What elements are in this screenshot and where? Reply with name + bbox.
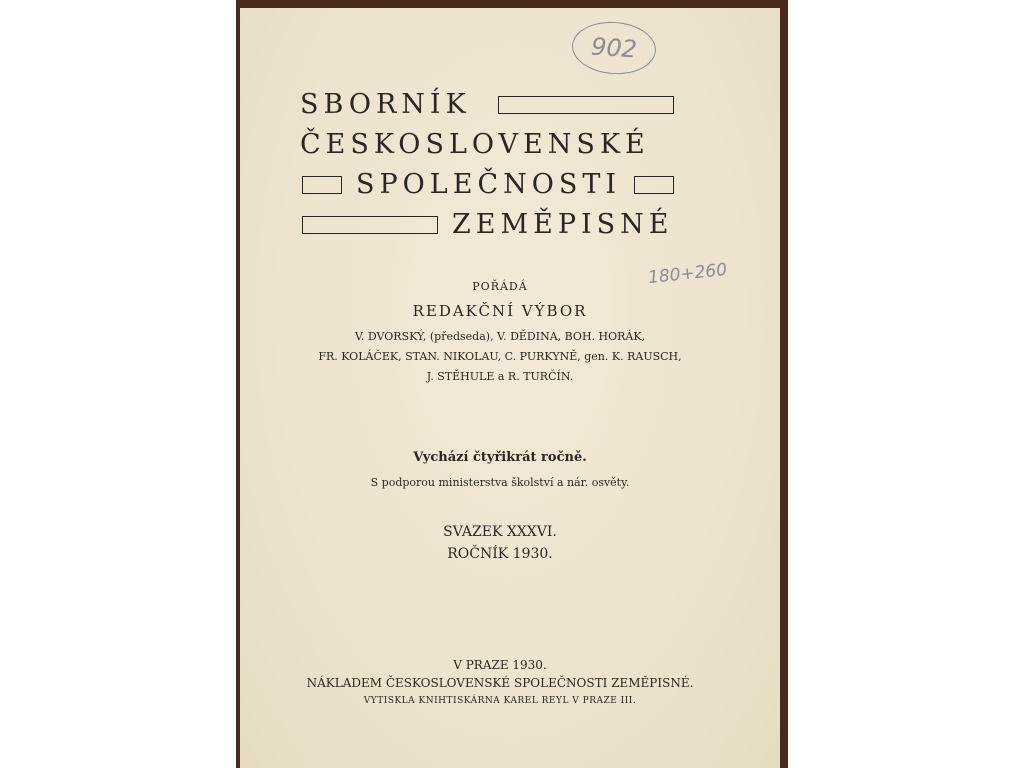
pencil-note: 180+260 — [647, 259, 728, 289]
decorative-box — [302, 216, 438, 234]
title-line-4: ZEMĚPISNÉ — [452, 209, 674, 240]
volume-year: ROČNÍK 1930. — [447, 546, 553, 562]
editors-intro: POŘÁDÁ — [472, 280, 528, 293]
publication-frequency: Vychází čtyřikrát ročně. — [413, 450, 587, 465]
decorative-box — [634, 176, 674, 194]
imprint-printer: VYTISKLA KNIHTISKÁRNA KAREL REYL V PRAZE III. — [363, 696, 637, 706]
editors-names-2: FR. KOLÁČEK, STAN. NIKOLAU, C. PURKYNĚ, gen. K. RAUSCH, — [318, 350, 682, 363]
publication-support: S podporou ministerstva školství a nár. osvěty. — [370, 476, 630, 489]
volume-number: SVAZEK XXXVI. — [443, 524, 557, 540]
decorative-box — [498, 96, 674, 114]
editorial-board: REDAKČNÍ VÝBOR — [412, 302, 588, 320]
decorative-box — [302, 176, 342, 194]
imprint-place: V PRAZE 1930. — [453, 658, 547, 672]
editors-names-1: V. DVORSKÝ, (předseda), V. DĚDINA, BOH. HORÁK, — [354, 330, 646, 343]
title-line-3: SPOLEČNOSTI — [356, 169, 622, 200]
title-line-2: ČESKOSLOVENSKÉ — [300, 129, 650, 160]
pencil-number: 902 — [570, 19, 657, 77]
title-line-1: SBORNÍK — [300, 89, 471, 120]
title-page — [240, 8, 780, 768]
imprint-publisher: NÁKLADEM ČESKOSLOVENSKÉ SPOLEČNOSTI ZEMĚPISNÉ. — [306, 676, 694, 690]
editors-names-3: J. STĚHULE a R. TURČÍN. — [426, 370, 574, 383]
